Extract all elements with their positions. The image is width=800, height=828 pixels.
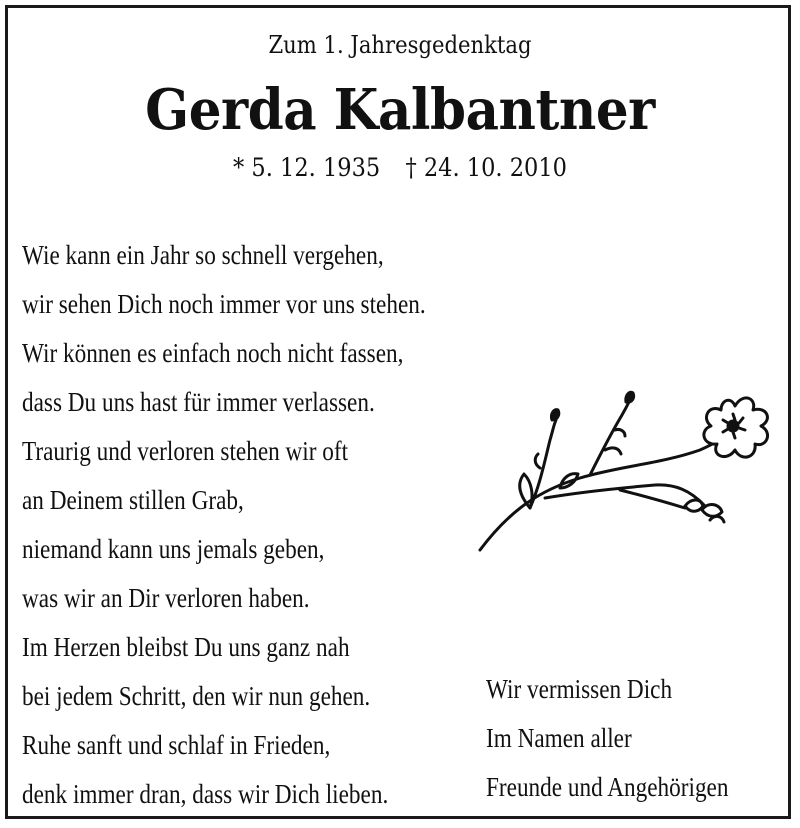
- memorial-heading: Zum 1. Jahresgedenktag: [268, 31, 532, 59]
- poem-line: Wie kann ein Jahr so schnell vergehen,: [22, 240, 384, 270]
- life-dates: [40, 150, 760, 186]
- poem-line: Wir können es einfach noch nicht fassen,: [22, 338, 404, 368]
- poem-line: niemand kann uns jemals geben,: [22, 534, 325, 564]
- death-date: † 24. 10. 2010: [405, 153, 567, 182]
- poem-line: dass Du uns hast für immer verlassen.: [22, 387, 375, 417]
- closing-signature: [486, 669, 768, 816]
- closing-line: Freunde und Angehörigen: [486, 772, 729, 802]
- closing-line: Im Namen aller: [486, 723, 632, 753]
- poem-line: was wir an Dir verloren haben.: [22, 583, 310, 613]
- poem-line: denk immer dran, dass wir Dich lieben.: [22, 779, 389, 809]
- poem-line: wir sehen Dich noch immer vor uns stehen.: [22, 289, 426, 319]
- poem-line: Traurig und verloren stehen wir oft: [22, 436, 349, 466]
- poem-line: an Deinem stillen Grab,: [22, 485, 244, 515]
- deceased-name: Gerda Kalbantner: [145, 77, 655, 143]
- closing-line: Wir vermissen Dich: [486, 674, 673, 704]
- poem-line: Im Herzen bleibst Du uns ganz nah: [22, 632, 350, 662]
- birth-date: * 5. 12. 1935: [233, 153, 381, 182]
- poem-line: Ruhe sanft und schlaf in Frieden,: [22, 730, 331, 760]
- flower-branch-icon: [470, 380, 790, 560]
- poem: [22, 235, 491, 823]
- poem-line: bei jedem Schritt, den wir nun gehen.: [22, 681, 371, 711]
